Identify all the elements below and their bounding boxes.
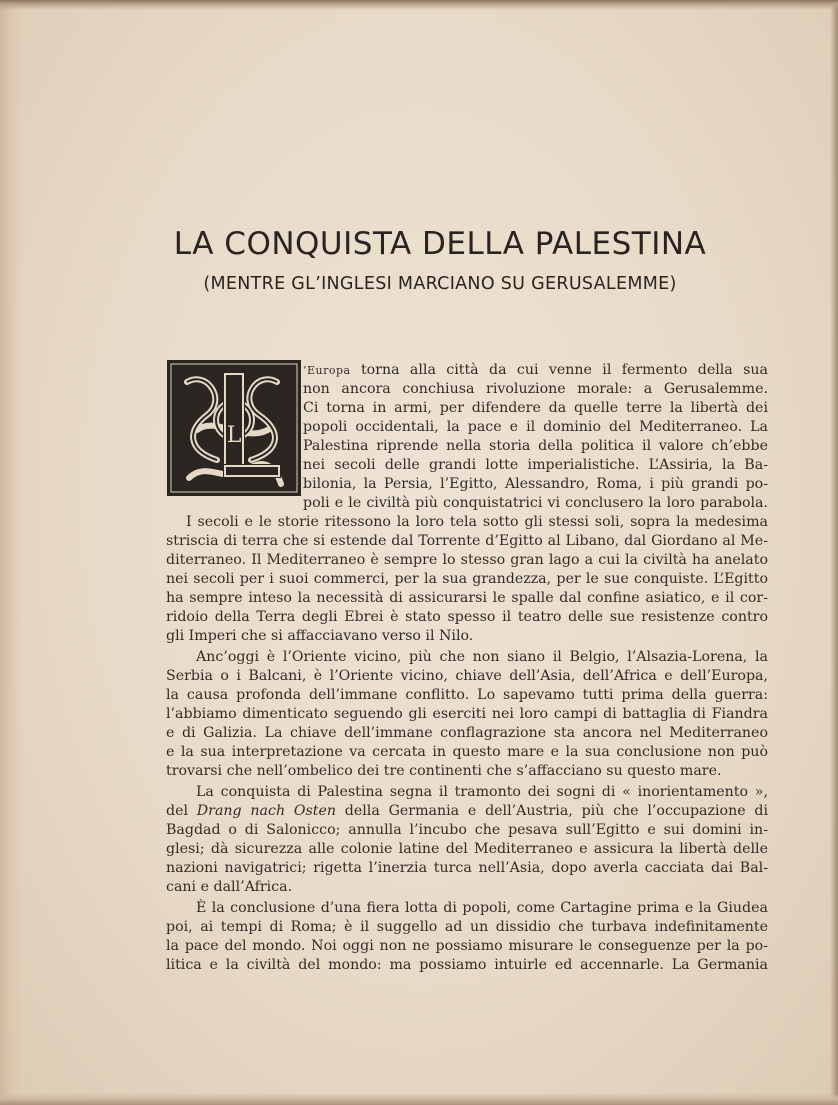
text-line: glesi; dà sicurezza alle colonie latine del Mediterraneo e assicura la libertà delle — [166, 841, 768, 857]
text-line: ’Europa torna alla città da cui venne il fermento della sua — [303, 362, 768, 378]
text-line: e di Galizia. La chiave dell’immane conflagrazione sta ancora nel Mediterraneo — [166, 725, 768, 741]
italic-phrase: Drang nach Osten — [196, 803, 337, 819]
text-line: popoli occidentali, la pace e il dominio del Mediterraneo. La — [303, 419, 768, 435]
page-bottom-edge — [0, 1093, 838, 1105]
article-subtitle: (MENTRE GL’INGLESI MARCIANO SU GERUSALEMME) — [203, 274, 677, 294]
text-line: poli e le civiltà più conquistatrici vi conclusero la loro parabola. — [303, 495, 768, 511]
text-line: Ci torna in armi, per difendere da quelle terre la libertà dei — [303, 400, 768, 416]
drop-cap-letter: L — [226, 423, 242, 448]
text-line: La conquista di Palestina segna il tramonto dei sogni di « inorientamento », — [196, 784, 768, 800]
text-line: nei secoli delle grandi lotte imperialistiche. L’Assiria, la Ba- — [303, 457, 768, 473]
decorated-initial-l — [167, 360, 301, 496]
text-line: striscia di terra che si estende dal Torrente d’Egitto al Libano, dal Giordano al Me- — [166, 533, 768, 549]
text-line: l’abbiamo dimenticato seguendo gli eserciti nei loro campi di battaglia di Fiandra — [166, 706, 768, 722]
text-line: bilonia, la Persia, l’Egitto, Alessandro, Roma, i più grandi po- — [303, 476, 768, 492]
text-line: poi, ai tempi di Roma; è il suggello ad un dissidio che turbava indefinitamente — [166, 919, 768, 935]
page-right-edge — [830, 0, 838, 1105]
text-line: del Drang nach Osten della Germania e dell’Austria, più che l’occupazione di — [166, 803, 768, 819]
text-line: gli Imperi che si affacciavano verso il Nilo. — [166, 628, 474, 644]
text-line: È la conclusione d’una fiera lotta di popoli, come Cartagine prima e la Giudea — [196, 900, 768, 916]
text-line: e la sua interpretazione va cercata in questo mare e la sua conclusione non può — [166, 744, 768, 760]
text-line: trovarsi che nell’ombelico dei tre continenti che s’affacciano su questo mare. — [166, 763, 722, 779]
text-line: non ancora conchiusa rivoluzione morale: a Gerusalemme. — [303, 381, 768, 397]
text-line: ridoio della Terra degli Ebrei è stato spesso il teatro delle sue resistenze contro — [166, 609, 768, 625]
text-line: litica e la civiltà del mondo: ma possiamo intuirle ed accennarle. La Germania — [166, 957, 768, 973]
text-line: la causa profonda dell’immane conflitto. Lo sapevamo tutti prima della guerra: — [166, 687, 768, 703]
text-line: nei secoli per i suoi commerci, per la sua grandezza, per le sue conquiste. L’Egitto — [166, 571, 768, 587]
text-line: Palestina riprende nella storia della politica il valore ch’ebbe — [303, 438, 768, 454]
text-line: I secoli e le storie ritessono la loro tela sotto gli stessi soli, sopra la medesima — [186, 514, 768, 530]
text-line: Serbia o i Balcani, è l’Oriente vicino, chiave dell’Asia, dell’Africa e dell’Europa, — [166, 668, 768, 684]
page-left-edge — [0, 0, 22, 1105]
article-title: LA CONQUISTA DELLA PALESTINA — [173, 226, 707, 262]
text-line: nazioni navigatrici; rigetta l’inerzia turca nell’Asia, dopo averla cacciata dai Bal- — [166, 860, 768, 876]
page-top-edge — [0, 0, 838, 10]
first-word: ’Europa — [303, 364, 351, 377]
text-line: Anc’oggi è l’Oriente vicino, più che non siano il Belgio, l’Alsazia-Lorena, la — [196, 649, 768, 665]
text-line: diterraneo. Il Mediterraneo è sempre lo stesso gran lago a cui la civiltà ha anelato — [166, 552, 768, 568]
text-line: cani e dall’Africa. — [166, 879, 293, 895]
text-line: la pace del mondo. Noi oggi non ne possiamo misurare le conseguenze per la po- — [166, 938, 768, 954]
text-line: ha sempre inteso la necessità di assicurarsi le spalle dal confine asiatico, e il cor- — [166, 590, 768, 606]
text-line: Bagdad o di Salonicco; annulla l’incubo che pesava sull’Egitto e sui domini in- — [166, 822, 768, 838]
